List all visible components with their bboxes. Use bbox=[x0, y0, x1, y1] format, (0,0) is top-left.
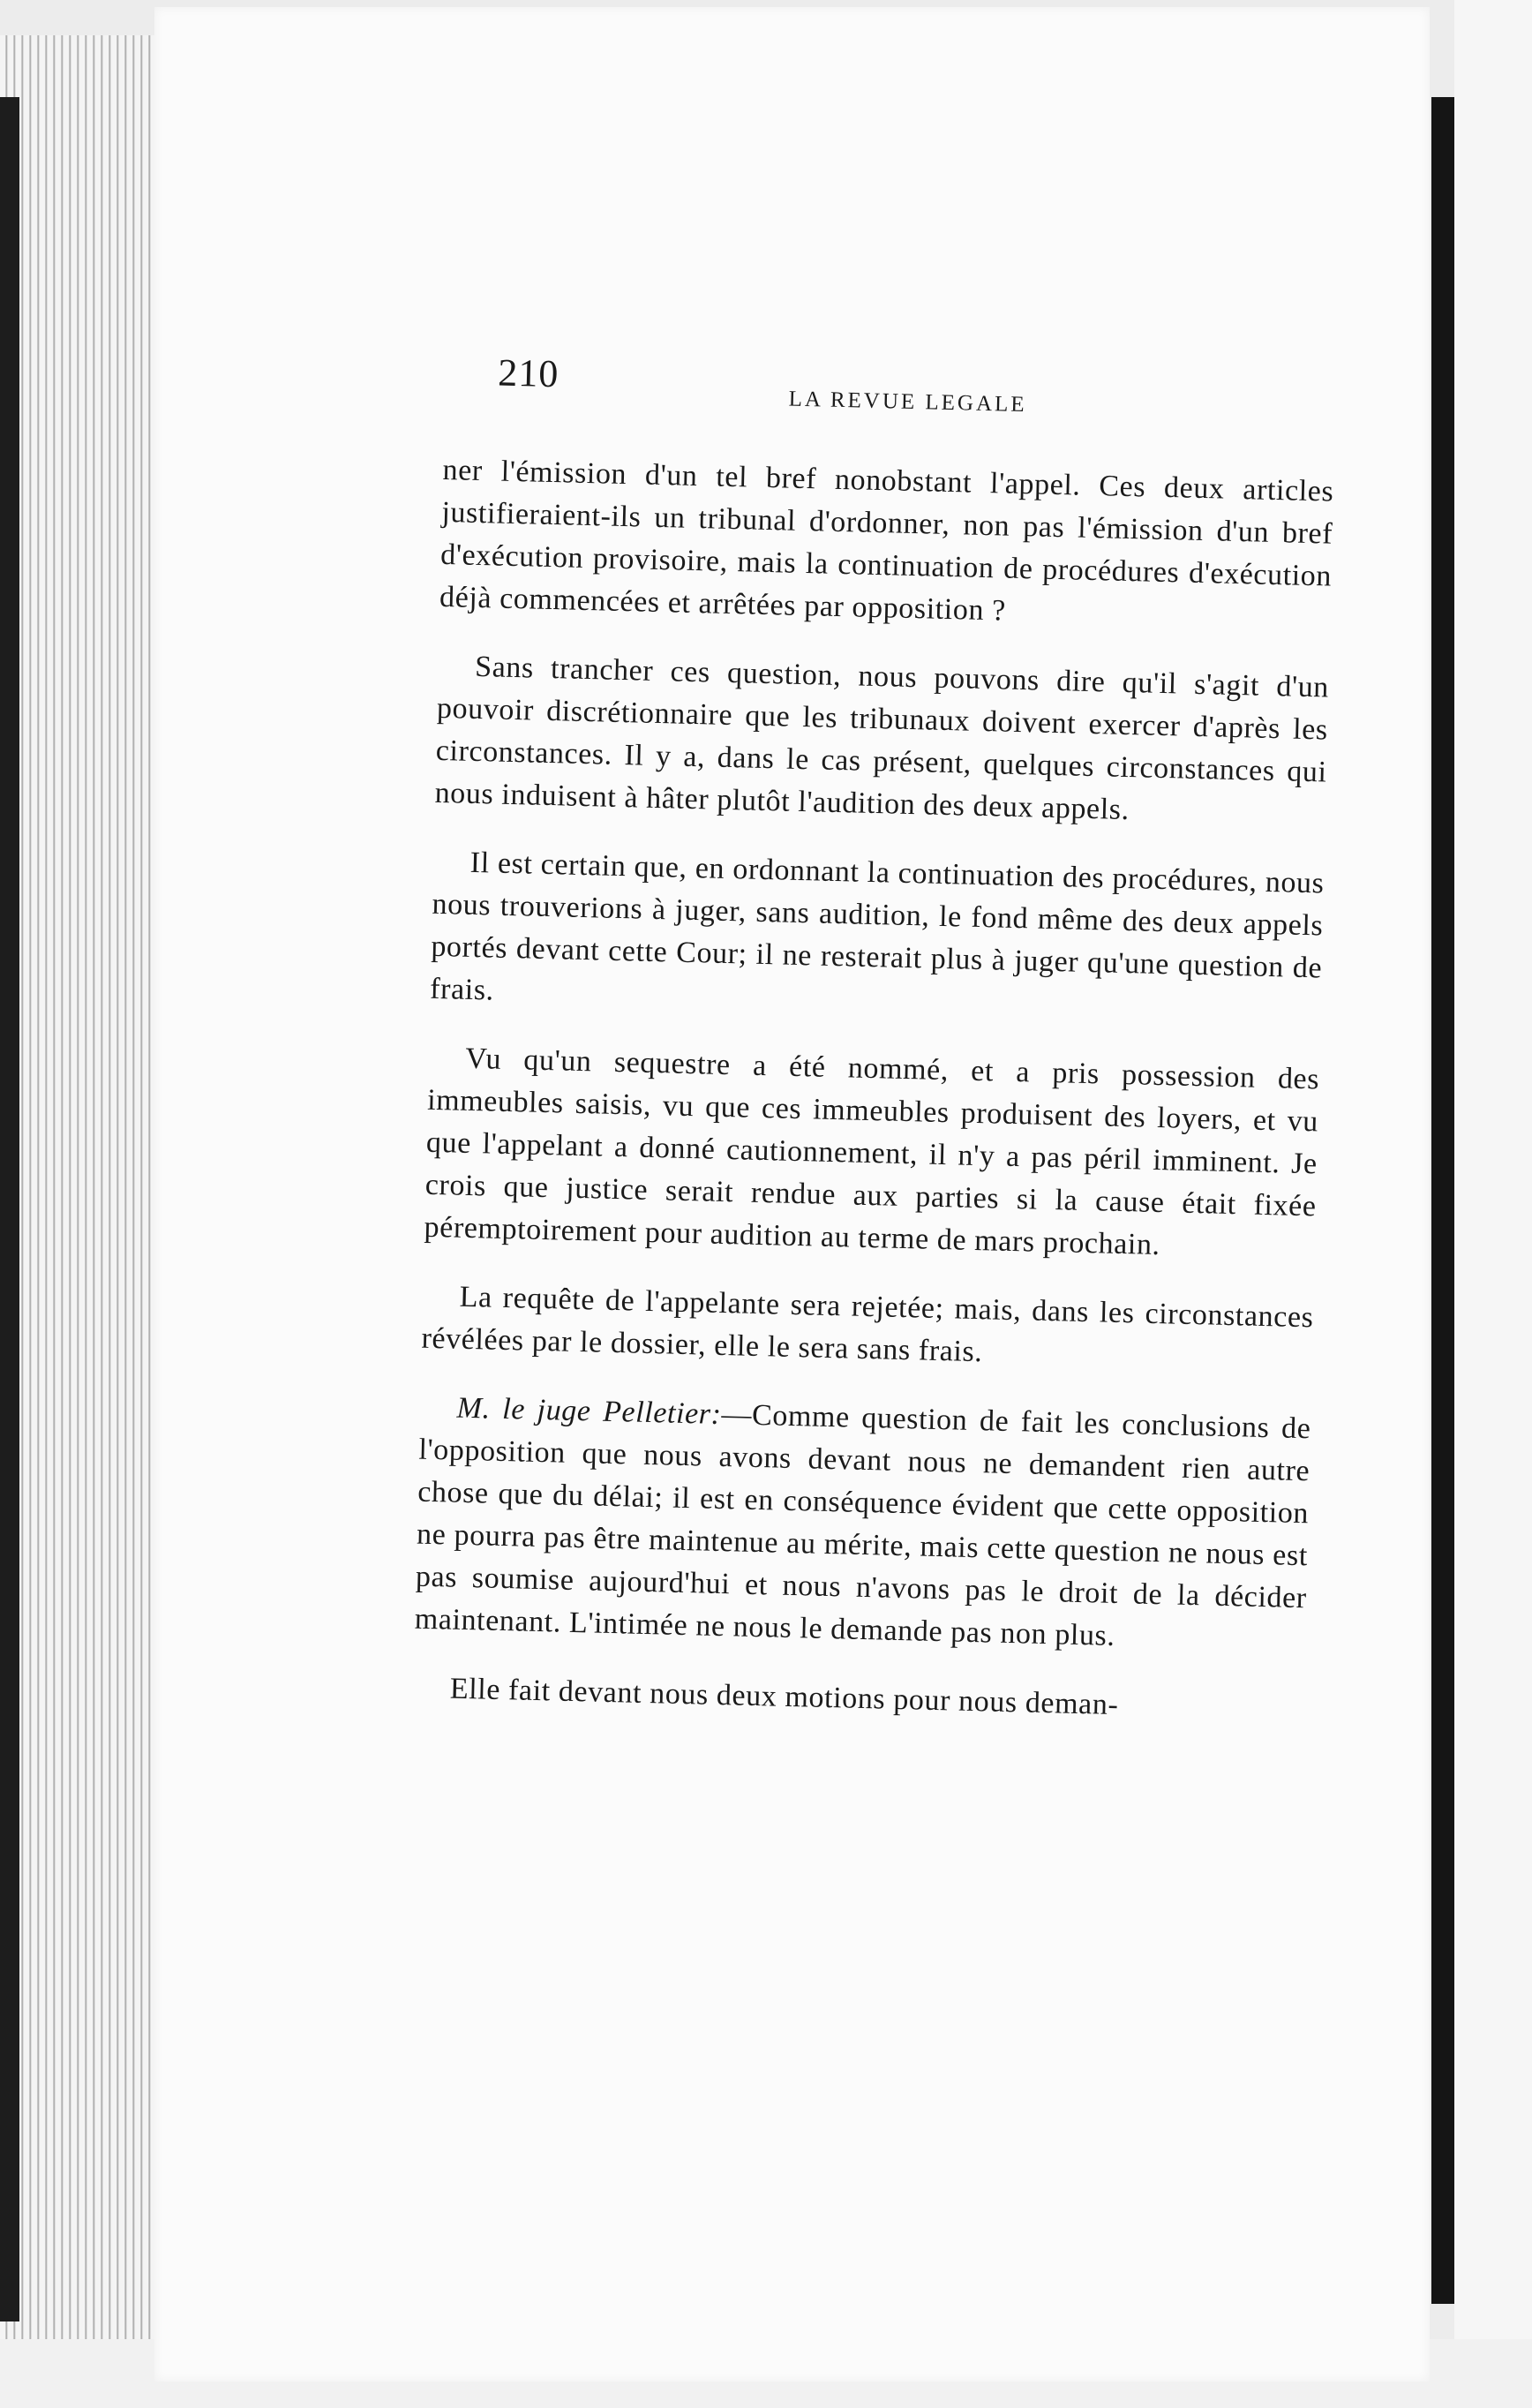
paragraph: Elle fait devant nous deux motions pour nous deman- bbox=[449, 1672, 1119, 1722]
right-margin-strip bbox=[1454, 0, 1532, 2408]
paragraph: La requête de l'appelante sera rejetée; mais, dans les circonstances révélées par le dossier, elle le sera sans frais. bbox=[421, 1280, 1314, 1369]
paragraph: Vu qu'un sequestre a été nommé, et a pris possession des immeubles saisis, vu que ces immeubles produisent des loyers, et vu que l'appelant a donné cautionnement, il n'y a pas péril imminent. Je crois que justice serait rendue aux parties si la cause était fixée péremptoirement pour audition au terme de mars prochain. bbox=[424, 1042, 1320, 1262]
paragraph-text: —Comme question de fait les conclusions de l'opposition que nous avons devant nous ne demandent rien autre chose que du délai; il est en conséquence évident que cette opposition ne pourra pas être maintenue au mérite, mais cette question ne nous est pas soumise aujourd'hui et nous n'avons pas le droit de la décider maintenant. L'intimée ne nous le demande pas non plus. bbox=[414, 1398, 1311, 1652]
page-content bbox=[412, 349, 1337, 1757]
paragraph: Sans trancher ces question, nous pouvons dire qu'il s'agit d'un pouvoir discrétionnaire que les tribunaux doivent exercer d'après les circonstances. Il y a, dans le cas présent, quelques circonstances qui nous induisent à hâter plutôt l'audition des deux appels. bbox=[434, 650, 1330, 827]
paragraph bbox=[414, 1387, 1311, 1663]
page-number: 210 bbox=[497, 350, 559, 396]
paragraph: ner l'émission d'un tel bref nonobstant l'appel. Ces deux articles justifieraient-ils un tribunal d'ordonner, non pas l'émission d'un bref d'exécution provisoire, mais la continuation de procédures d'exécution déjà commencées et arrêtées par opposition ? bbox=[439, 453, 1334, 628]
stacked-page-edges bbox=[0, 35, 161, 2348]
paragraph: Il est certain que, en ordonnant la continuation des procédures, nous nous trouverions à juger, sans audition, le fond même des deux appels portés devant cette Cour; il ne resterait plus à juger qu'une question de frais. bbox=[429, 846, 1325, 1007]
page-gutter-shadow bbox=[1431, 97, 1454, 2304]
speaker-name: M. le juge Pelletier: bbox=[456, 1391, 723, 1431]
running-head: LA REVUE LEGALE bbox=[788, 387, 1027, 418]
left-shadow bbox=[0, 97, 19, 2321]
